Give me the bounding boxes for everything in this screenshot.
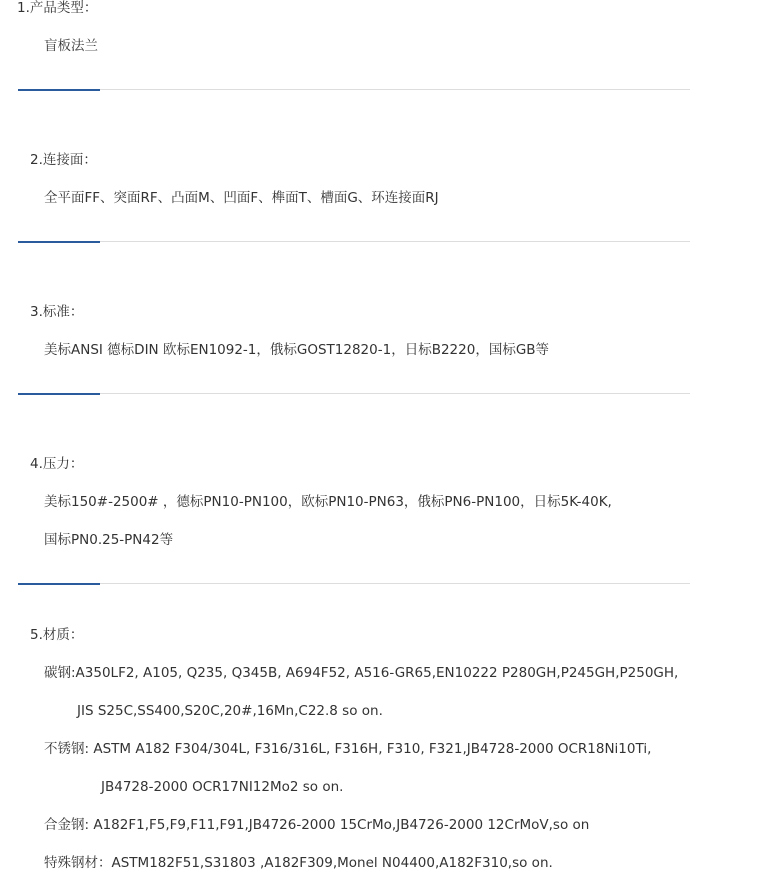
material-stainless-steel: 不锈钢: ASTM A182 F304/304L, F316/316L, F316H, F310, F321,JB4728-2000 OCR18Ni10Ti,	[44, 741, 652, 757]
material-carbon-steel: 碳钢:A350LF2, A105, Q235, Q345B, A694F52, A516-GR65,EN10222 P280GH,P245GH,P250GH,	[44, 665, 679, 681]
section-heading: 1.产品类型：	[17, 0, 98, 16]
material-carbon-steel-cont: JIS S25C,SS400,S20C,20#,16Mn,C22.8 so on.	[77, 703, 383, 719]
material-alloy-steel: 合金钢: A182F1,F5,F9,F11,F91,JB4726-2000 15CrMo,JB4726-2000 12CrMoV,so on	[44, 817, 590, 833]
section-text: 美标ANSI 德标DIN 欧标EN1092-1，俄标GOST12820-1，日标B2220，国标GB等	[44, 342, 550, 358]
section-divider	[18, 393, 690, 395]
section-heading: 2.连接面：	[30, 152, 97, 168]
section-heading: 4.压力：	[30, 456, 84, 472]
section-text: 全平面FF、突面RF、凸面M、凹面F、榫面T、槽面G、环连接面RJ	[44, 190, 439, 206]
section-divider	[18, 89, 690, 91]
section-heading: 3.标准：	[30, 304, 84, 320]
section-text: 盲板法兰	[44, 38, 98, 54]
section-divider	[18, 241, 690, 243]
section-heading: 5.材质：	[30, 627, 84, 643]
section-text: 美标150#-2500# ，德标PN10-PN100，欧标PN10-PN63，俄标PN6-PN100，日标5K-40K,	[44, 494, 612, 510]
material-special-steel: 特殊钢材：ASTM182F51,S31803 ,A182F309,Monel N04400,A182F310,so on.	[44, 855, 553, 871]
section-divider	[18, 583, 690, 585]
section-text: 国标PN0.25-PN42等	[44, 532, 174, 548]
material-stainless-steel-cont: JB4728-2000 OCR17NI12Mo2 so on.	[101, 779, 344, 795]
